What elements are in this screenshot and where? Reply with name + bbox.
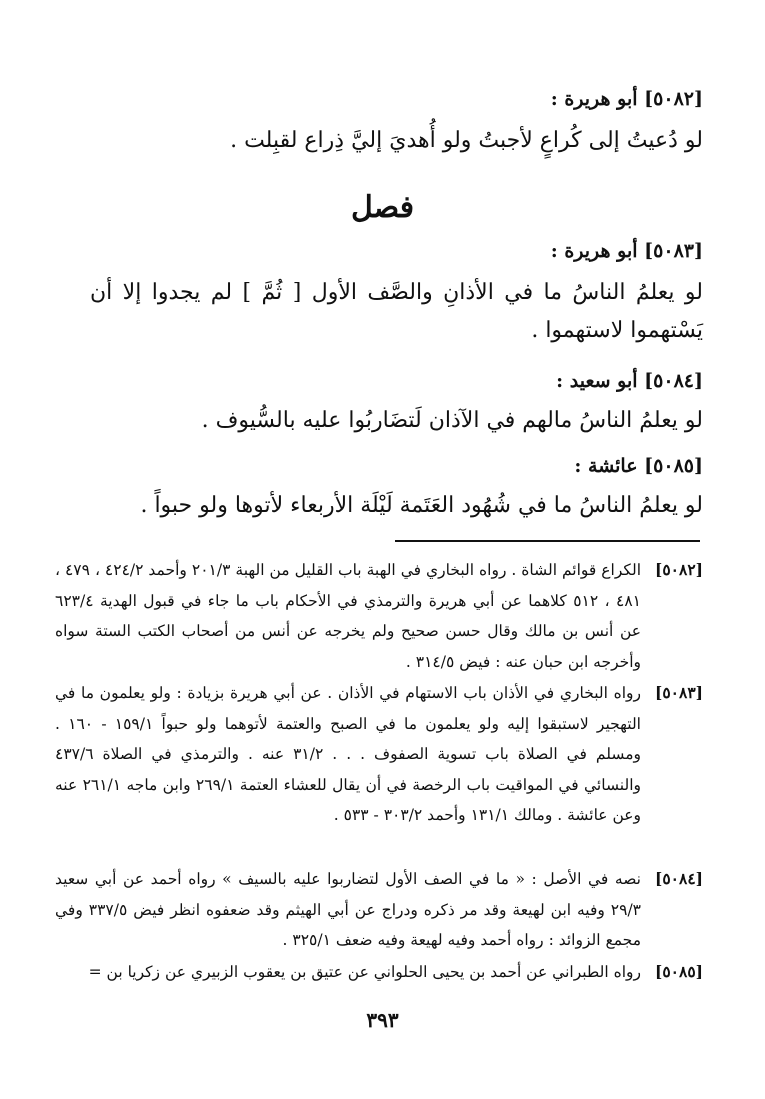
entry-text: لو دُعيتُ إلى كُراعٍ لأجبتُ ولو أُهديَ إليَّ ذِراع لقبِلت . [230,128,703,153]
entry-text: لو يعلمُ الناسُ مالهم في الآذان لَتضَاربُوا عليه بالسُّيوف . [201,408,703,433]
footnote [55,678,703,831]
section-title: فصل [350,190,415,225]
footnote [55,957,703,988]
page-number: ٣٩٣ [366,1008,399,1032]
footnote [55,864,703,956]
entry-heading: [٥٠٨٢] أبو هريرة : [550,88,703,110]
footnote-divider [395,540,700,542]
footnote-text: رواه الطبراني عن أحمد بن يحيى الحلواني عن عتيق بن يعقوب الزبيري عن زكريا بن = [88,963,641,981]
entry-heading: [٥٠٨٥] عائشة : [574,455,703,477]
entry-heading: [٥٠٨٤] أبو سعيد : [556,370,703,392]
footnote [55,555,703,677]
footnote-text: الكراع قوائم الشاة . رواه البخاري في الهبة باب القليل من الهبة ٢٠١/٣ وأحمد ٤٢٤/٢ ، ٤٧٩ ، ٤٨١ ، ٥١٢ كلاهما عن أبي هريرة والترمذي في الأحكام باب ما جاء في قبول الهدية ٦٢٣/٤ عن أنس بن مالك وقال حسن صحيح ولم يخرجه عن أنس من أصحاب الكتب الستة سواه وأخرجه ابن حبان عنه : فيض ٣١٤/٥ . [55,561,642,671]
footnote-text: رواه البخاري في الأذان باب الاستهام في الأذان . عن أبي هريرة بزيادة : ولو يعلمون ما في التهجير لاستبقوا إليه ولو يعلمون ما في الصبح والعتمة لأتوهما ولو حبواً ١٥٩/١ - ١٦٠ . ومسلم في الصلاة باب تسوية الصفوف . . . ٣١/٢ عنه . والترمذي في الصلاة ٤٣٧/٦ والنسائي في المواقيت باب الرخصة في أن يقال للعشاء العتمة ٢٦٩/١ وابن ماجه ٢٦١/١ عنه وعن عائشة . ومالك ١٣١/١ وأحمد ٣٠٣/٢ - ٥٣٣ . [55,684,641,824]
footnote-text: نصه في الأصل : « ما في الصف الأول لتضاربوا عليه بالسيف » رواه أحمد عن أبي سعيد ٢٩/٣ وفيه ابن لهيعة وقد مر ذكره ودراج عن أبي الهيثم وقد ضعفوه انظر فيض ٣٣٧/٥ وفي مجمع الزوائد : رواه أحمد وفيه لهيعة وفيه ضعف ٣٢٥/١ . [55,870,641,949]
footnote-number: [٥٠٨٢] [655,560,703,579]
entry-text: لو يعلمُ الناسُ ما في شُهُود العَتَمة لَيْلَة الأربعاء لأتوها ولو حبواً . [140,493,703,518]
footnote-number: [٥٠٨٥] [655,962,703,981]
footnote-number: [٥٠٨٤] [655,869,703,888]
footnote-number: [٥٠٨٣] [655,683,703,702]
entry-text: لو يعلمُ الناسُ ما في الأذانِ والصَّف الأول [ ثُمَّ ] لم يجدوا إلا أن يَسْتهموا لاستهموا . [90,280,703,343]
entry-heading: [٥٠٨٣] أبو هريرة : [550,240,703,262]
